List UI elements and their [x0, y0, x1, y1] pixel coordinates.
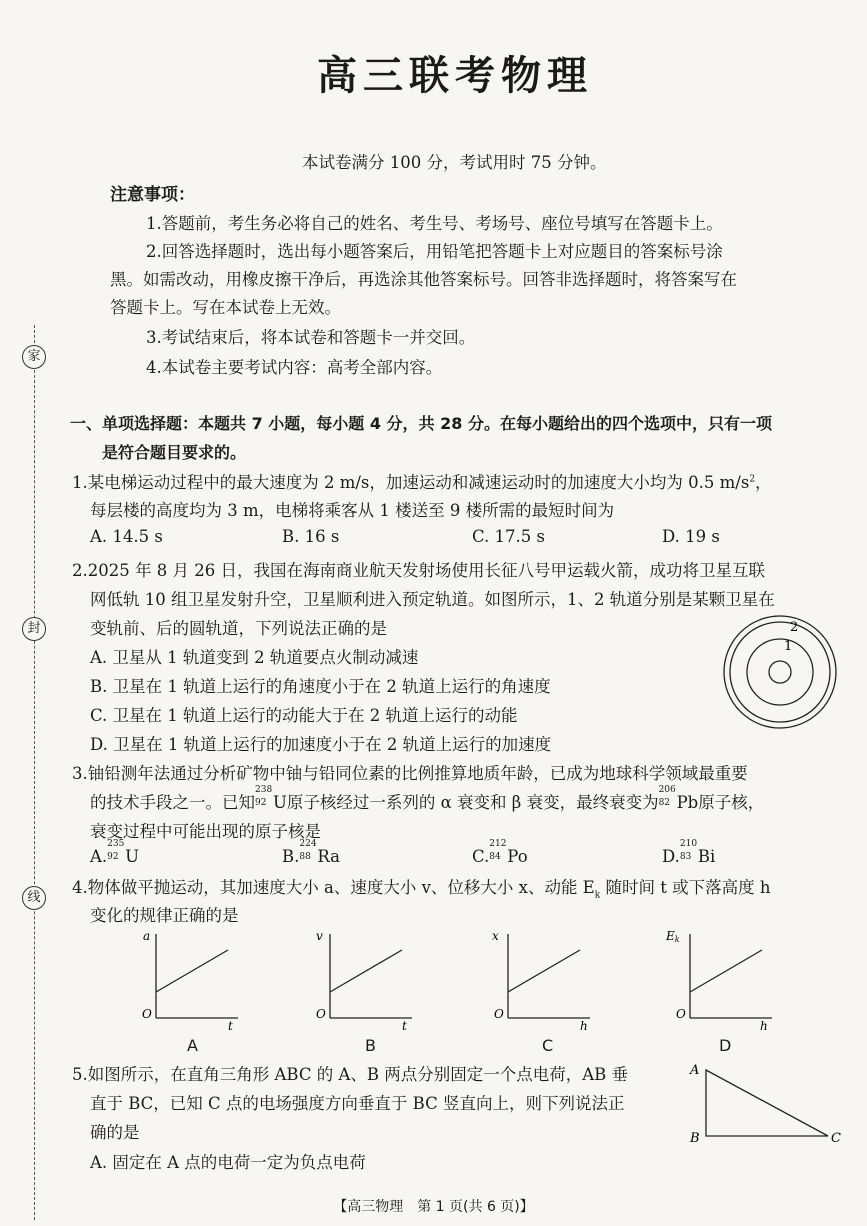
vertex-c-label: C: [831, 1131, 841, 1146]
q2-stem-line1: 2.2025 年 8 月 26 日，我国在海南商业航天发射场使用长征八号甲运载火箭，成功将卫星互联: [72, 561, 765, 580]
nuclide-pb206: 206 82: [658, 785, 676, 808]
vertex-b-label: B: [690, 1131, 700, 1146]
svg-text:x: x: [492, 929, 499, 943]
svg-text:a: a: [143, 929, 151, 943]
svg-text:O: O: [142, 1007, 152, 1021]
orbit-2-inner-ring: [730, 622, 830, 722]
q4-graph-d-line: [690, 950, 762, 992]
q4-graph-b: [308, 926, 418, 1034]
q1-option-a: A. 14.5 s: [90, 527, 163, 546]
q4-graph-c: [484, 926, 594, 1034]
page-title: 高三联考物理: [317, 53, 593, 99]
vertex-a-label: A: [690, 1063, 700, 1078]
orbit-diagram: [720, 612, 840, 734]
svg-text:v: v: [316, 929, 323, 943]
orbit-2-label: 2: [790, 620, 799, 635]
q5-triangle-diagram: [688, 1058, 848, 1148]
q3-option-b: B. 224 88 Ra: [282, 839, 341, 866]
q4-graph-c-line: [508, 950, 580, 992]
exam-intro: 本试卷满分 100 分，考试用时 75 分钟。: [302, 153, 607, 172]
q2-option-d: D. 卫星在 1 轨道上运行的加速度小于在 2 轨道上运行的加速度: [90, 735, 552, 754]
svg-text:O: O: [316, 1007, 326, 1021]
orbit-2-outer-ring: [724, 616, 836, 728]
q4-graph-d: [664, 926, 776, 1034]
section1-heading-line1: 一、单项选择题：本题共 7 小题，每小题 4 分，共 28 分。在每小题给出的四个选项中，只有一项: [70, 414, 772, 433]
q4-graph-c-caption: C: [542, 1036, 554, 1055]
q2-stem-line2: 网低轨 10 组卫星发射升空，卫星顺利进入预定轨道。如图所示，1、2 轨道分别是某颗卫星在: [90, 590, 775, 609]
svg-text:h: h: [760, 1019, 768, 1033]
q5-option-a: A. 固定在 A 点的电荷一定为负点电荷: [90, 1153, 366, 1172]
binding-margin-line: [34, 325, 35, 1220]
margin-mark-feng: 封: [22, 617, 46, 641]
q2-option-b: B. 卫星在 1 轨道上运行的角速度小于在 2 轨道上运行的角速度: [90, 677, 551, 696]
notice-item-3: 3.考试结束后，将本试卷和答题卡一并交回。: [146, 328, 476, 347]
svg-text:O: O: [676, 1007, 686, 1021]
q3-option-a: A. 235 92 U: [90, 839, 140, 866]
triangle-abc: [706, 1070, 828, 1136]
q3-stem-line1: 3.铀铅测年法通过分析矿物中铀与铅同位素的比例推算地质年龄，已成为地球科学领域最重要: [72, 764, 748, 783]
q3-option-d: D. 210 83 Bi: [662, 839, 716, 866]
q4-stem-line1: 4.物体做平抛运动，其加速度大小 a、速度大小 v、位移大小 x、动能 $E_k$ 随时间 t 或下落高度 h: [72, 878, 771, 901]
page-footer: 【高三物理 第 1 页(共 6 页)】: [333, 1199, 534, 1215]
central-body: [769, 661, 791, 683]
q1-option-c: C. 17.5 s: [472, 527, 545, 546]
section1-heading-line2: 是符合题目要求的。: [102, 443, 247, 462]
orbit-1: [747, 639, 813, 705]
q4-graph-d-caption: D: [719, 1036, 732, 1055]
notice-item-2-line3: 答题卡上。写在本试卷上无效。: [110, 298, 341, 317]
nuclide-u238: 238 92: [255, 785, 273, 808]
q3-option-c: C. 212 84 Po: [472, 839, 528, 866]
q5-stem-line1: 5.如图所示，在直角三角形 ABC 的 A、B 两点分别固定一个点电荷，AB 垂: [72, 1065, 629, 1084]
orbit-1-label: 1: [784, 639, 793, 654]
svg-text:t: t: [402, 1019, 407, 1033]
q1-stem-line2: 每层楼的高度均为 3 m，电梯将乘客从 1 楼送至 9 楼所需的最短时间为: [90, 501, 615, 520]
q3-stem-line2: 的技术手段之一。已知 238 92 U原子核经过一系列的 α 衰变和 β 衰变，最终衰变为 206 82 Pb原子核，: [90, 785, 765, 812]
margin-mark-xian: 线: [22, 886, 46, 910]
margin-mark-jia: 家: [22, 345, 46, 369]
q5-stem-line3: 确的是: [90, 1123, 140, 1142]
q2-stem-line3: 变轨前、后的圆轨道，下列说法正确的是: [90, 619, 387, 638]
q4-graph-a-caption: A: [187, 1036, 198, 1055]
q4-graph-a-line: [156, 950, 228, 992]
notice-item-1: 1.答题前，考生务必将自己的姓名、考生号、考场号、座位号填写在答题卡上。: [146, 214, 723, 233]
notice-item-2-line2: 黑。如需改动，用橡皮擦干净后，再选涂其他答案标号。回答非选择题时，将答案写在: [110, 270, 737, 289]
q1-option-b: B. 16 s: [282, 527, 340, 546]
q4-graph-b-line: [330, 950, 402, 992]
q4-stem-line2: 变化的规律正确的是: [90, 906, 239, 925]
q4-graph-b-caption: B: [365, 1036, 376, 1055]
svg-text:Ek: Ek: [666, 929, 680, 944]
q5-stem-line2: 直于 BC，已知 C 点的电场强度方向垂直于 BC 竖直向上，则下列说法正: [90, 1094, 625, 1113]
notice-item-4: 4.本试卷主要考试内容：高考全部内容。: [146, 358, 443, 377]
q1-stem-line1: 1.某电梯运动过程中的最大速度为 2 m/s，加速运动和减速运动时的加速度大小均为 0.5 $m/s^2$，: [72, 473, 772, 492]
q2-option-c: C. 卫星在 1 轨道上运行的动能大于在 2 轨道上运行的动能: [90, 706, 518, 725]
notice-heading: 注意事项：: [110, 185, 195, 205]
q4-graph-a: [138, 926, 248, 1034]
q1-option-d: D. 19 s: [662, 527, 720, 546]
q3-stem-line3: 衰变过程中可能出现的原子核是: [90, 822, 321, 841]
svg-text:O: O: [494, 1007, 504, 1021]
q2-option-a: A. 卫星从 1 轨道变到 2 轨道要点火制动减速: [90, 648, 419, 667]
svg-text:t: t: [228, 1019, 233, 1033]
notice-item-2-line1: 2.回答选择题时，选出每小题答案后，用铅笔把答题卡上对应题目的答案标号涂: [146, 242, 723, 261]
svg-text:h: h: [580, 1019, 588, 1033]
